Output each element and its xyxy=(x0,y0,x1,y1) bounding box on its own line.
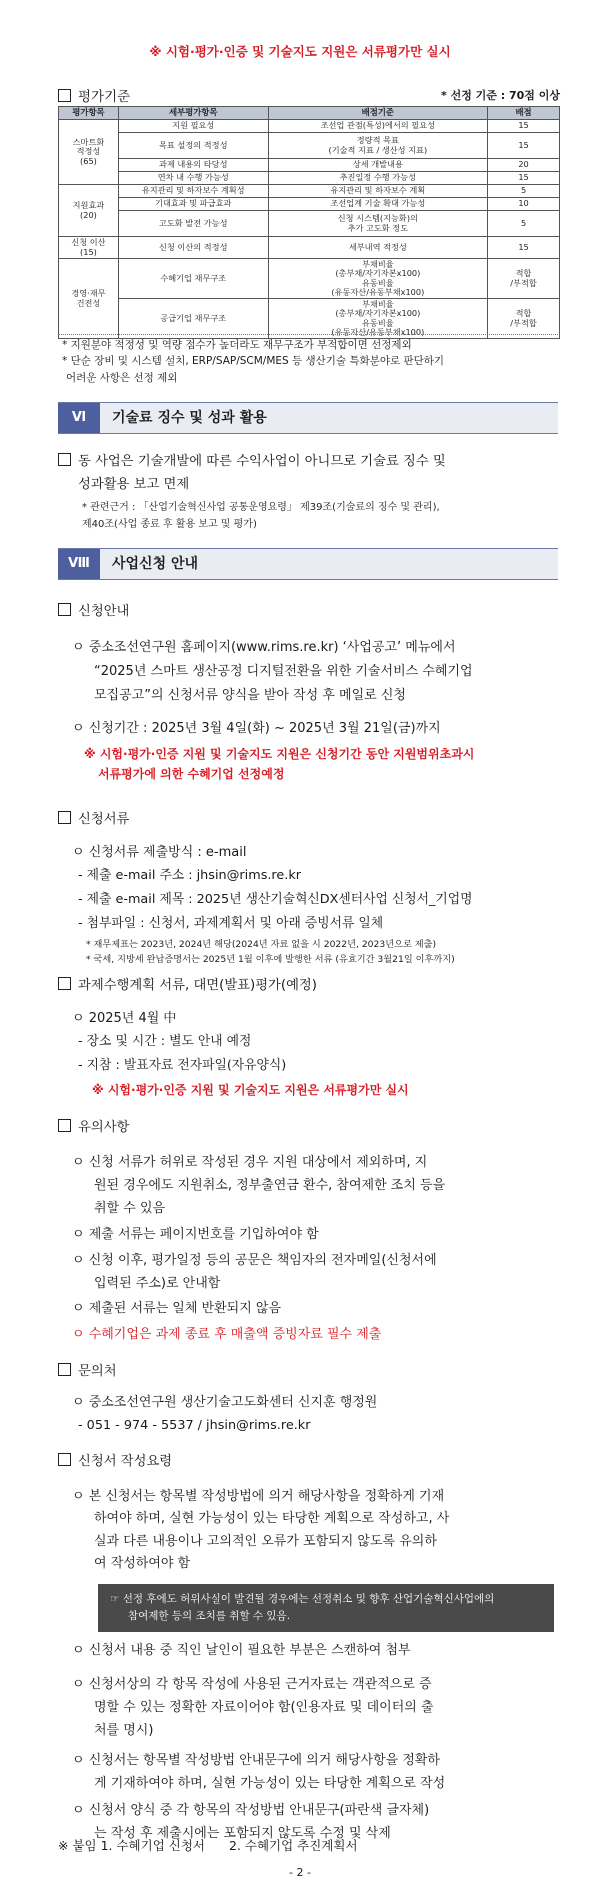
table-cell: 부채비율 (총부채/자기자본x100) 유동비율 (유동자산/유동부채x100) xyxy=(268,299,488,339)
docs-note: * 재무제표는 2023년, 2024년 해당(2024년 자료 없을 시 2022년, 2023년으로 제출) xyxy=(86,939,437,950)
table-cell: 10 xyxy=(488,198,560,211)
table-cell: 수혜기업 재무구조 xyxy=(118,259,268,299)
plan-date: ㅇ 2025년 4월 中 xyxy=(72,1011,177,1026)
table-row xyxy=(59,299,560,339)
table-cell: 조선업계 기술 확대 가능성 xyxy=(268,198,488,211)
docs-attachments: - 첨부파일 : 신청서, 과제계획서 및 아래 증빙서류 일체 xyxy=(78,916,384,931)
table-cell: 유지관리 및 하자보수 계획 xyxy=(268,185,488,198)
group-cell: 지원효과 (20) xyxy=(59,185,119,237)
checkbox-square-icon xyxy=(58,89,71,102)
caution-item-1: ㅇ 신청 서류가 허위로 작성된 경우 지원 대상에서 제외하며, 지 원된 경우에도 지원취소, 정부출연금 환수, 참여제한 조치 등을 취할 수 있음 xyxy=(72,1155,446,1216)
table-cell: 목표 설정의 적정성 xyxy=(118,133,268,159)
table-cell: 상세 개발내용 xyxy=(268,159,488,172)
table-row xyxy=(59,159,560,172)
table-row xyxy=(59,185,560,198)
section-6-reference: * 관련근거 : 「산업기술혁신사업 공통운영요령」 제39조(기술료의 징수 및 관리), 제40조(사업 종료 후 활용 보고 및 평가) xyxy=(82,502,440,530)
note-line: * 지원분야 적정성 및 역량 점수가 높더라도 재무구조가 부적합이면 선정제외 xyxy=(62,339,412,351)
table-row xyxy=(59,237,560,259)
table-cell: 15 xyxy=(488,133,560,159)
table-cell: 추진일정 수행 가능성 xyxy=(268,172,488,185)
application-period: ㅇ 신청기간 : 2025년 3월 4일(화) ~ 2025년 3월 21일(금)까지 xyxy=(72,721,441,736)
howto-item-4: ㅇ 신청서는 항목별 작성방법 안내문구에 의거 해당사항을 정확하 게 기재하여야 하며, 실현 가능성이 있는 타당한 계획으로 작성 xyxy=(72,1753,446,1791)
table-cell: 신청 시스템(지능화)의 추가 고도화 정도 xyxy=(268,211,488,237)
checkbox-square-icon xyxy=(58,1363,71,1376)
contact-info: - 051 - 974 - 5537 / jhsin@rims.re.kr xyxy=(78,1418,311,1433)
howto-item-5: ㅇ 신청서 양식 중 각 항목의 작성방법 안내문구(파란색 글자체) 는 작성 후 제출시에는 포함되지 않도록 수정 및 삭제 xyxy=(72,1803,430,1841)
table-cell: 과제 내용의 타당성 xyxy=(118,159,268,172)
table-cell: 공급기업 재무구조 xyxy=(118,299,268,339)
table-cell: 5 xyxy=(488,185,560,198)
evaluation-heading: 평가기준 * 선정 기준 : 70점 이상 xyxy=(58,85,560,105)
docs-method: ㅇ 신청서류 제출방식 : e-mail xyxy=(72,845,247,860)
attachment-item: ※ 붙임 1. 수혜기업 신청서 xyxy=(58,1838,205,1853)
top-notice-banner: ※ 시험·평가·인증 및 기술지도 지원은 서류평가만 실시 xyxy=(149,44,451,59)
checkbox-square-icon xyxy=(58,811,71,824)
contact-org: ㅇ 중소조선연구원 생산기술고도화센터 신지훈 행정원 xyxy=(72,1395,378,1410)
table-cell: 15 xyxy=(488,120,560,133)
section-title: 기술료 징수 및 성과 활용 xyxy=(112,410,267,426)
caution-heading: 유의사항 xyxy=(58,1116,558,1139)
page-number: - 2 - xyxy=(289,1866,311,1879)
table-cell: 5 xyxy=(488,211,560,237)
table-row xyxy=(59,211,560,237)
checkbox-square-icon xyxy=(58,977,71,990)
section-6-body: 동 사업은 기술개발에 따른 수익사업이 아니므로 기술료 징수 및 성과활용 보고 면제 xyxy=(58,450,558,497)
checkbox-square-icon xyxy=(58,453,71,466)
table-cell: 조선업 관점(특성)에서의 필요성 xyxy=(268,120,488,133)
table-row xyxy=(59,120,560,133)
table-cell: 부채비율 (총부채/자기자본x100) 유동비율 (유동자산/유동부채x100) xyxy=(268,259,488,299)
howto-heading: 신청서 작성요령 xyxy=(58,1450,558,1473)
group-cell: 스마트화 적정성 (65) xyxy=(59,120,119,185)
docs-note: * 국세, 지방세 완납증명서는 2025년 1월 이후에 발행한 서류 (유효기간 3월21일 이후까지) xyxy=(86,954,455,965)
docs-email-address: - 제출 e-mail 주소 : jhsin@rims.re.kr xyxy=(78,868,302,883)
howto-item-3: ㅇ 신청서상의 각 항목 작성에 사용된 근거자료는 객관적으로 증 명할 수 있는 정확한 자료이어야 함(인용자료 및 데이터의 출 처를 명시) xyxy=(72,1677,434,1738)
checkbox-square-icon xyxy=(58,1119,71,1132)
docs-email-subject: - 제출 e-mail 제목 : 2025년 생산기술혁신DX센터사업 신청서_기업명 xyxy=(78,892,473,907)
note-line: 어려운 사항은 선정 제외 xyxy=(66,371,178,384)
group-cell: 신청 이산 (15) xyxy=(59,237,119,259)
evaluation-table xyxy=(58,106,560,339)
table-cell: 신청 이산의 적정성 xyxy=(118,237,268,259)
caution-item-5: ㅇ 수혜기업은 과제 종료 후 매출액 증빙자료 필수 제출 xyxy=(72,1327,382,1342)
table-cell: 20 xyxy=(488,159,560,172)
group-cell: 경영·재무 건전성 xyxy=(59,259,119,339)
table-cell: 15 xyxy=(488,172,560,185)
table-cell: 유지관리 및 하자보수 계획성 xyxy=(118,185,268,198)
checkbox-square-icon xyxy=(58,603,71,616)
table-row xyxy=(59,172,560,185)
table-cell: 세부내역 적정성 xyxy=(268,237,488,259)
table-cell: 연차 내 수행 가능성 xyxy=(118,172,268,185)
guide-heading: 신청안내 xyxy=(58,600,558,623)
checkbox-square-icon xyxy=(58,1453,71,1466)
table-row xyxy=(59,133,560,159)
table-cell: 기대효과 및 파급효과 xyxy=(118,198,268,211)
col-header: 배점기준 xyxy=(268,107,488,120)
caution-item-2: ㅇ 제출 서류는 페이지번호를 기입하여야 함 xyxy=(72,1227,319,1242)
table-cell: 정량적 목표 (기술적 지표 / 생산성 지표) xyxy=(268,133,488,159)
table-cell: 적합 /부적합 xyxy=(488,299,560,339)
section-6-header xyxy=(58,402,558,434)
caution-item-3: ㅇ 신청 이후, 평가일정 등의 공문은 책임자의 전자메일(신청서에 입력된 주소)로 안내함 xyxy=(72,1253,437,1291)
warning-callout: ☞ 선정 후에도 허위사실이 발견될 경우에는 선정취소 및 향후 산업기술혁신사업에의 참여제한 등의 조치를 취할 수 있음. xyxy=(98,1584,554,1632)
plan-bring: - 지참 : 발표자료 전자파일(자유양식) xyxy=(78,1058,287,1073)
guide-text: ㅇ 중소조선연구원 홈페이지(www.rims.re.kr) ‘사업공고’ 메뉴에서 “2025년 스마트 생산공정 디지털전환을 위한 기술서비스 수혜기업 모집공고”의 신청서류 양식을 받아 작성 후 메일로 신청 xyxy=(72,640,473,704)
section-number: Ⅵ xyxy=(58,403,100,433)
table-cell: 적합 /부적합 xyxy=(488,259,560,299)
table-row xyxy=(59,259,560,299)
contact-heading: 문의처 xyxy=(58,1360,558,1383)
plan-place: - 장소 및 시간 : 별도 안내 예정 xyxy=(78,1034,252,1049)
attachment-item: 2. 수혜기업 추진계획서 xyxy=(228,1838,358,1853)
section-8-header xyxy=(58,548,558,580)
attachments-list xyxy=(58,1838,558,1854)
howto-item-1: ㅇ 본 신청서는 항목별 작성방법에 의거 해당사항을 정확하게 기재 하여야 하며, 실현 가능성이 있는 타당한 계획으로 작성하고, 사 실과 다른 내용이나 고의적인 오류가 포함되지 않도록 유의하 여 작성하여야 함 xyxy=(72,1489,450,1572)
plan-notice: ※ 시험·평가·인증 지원 및 기술지도 지원은 서류평가만 실시 xyxy=(92,1083,409,1097)
table-row xyxy=(59,198,560,211)
criteria-note: * 선정 기준 : 70점 이상 xyxy=(441,89,560,102)
table-header-row xyxy=(59,107,560,120)
section-number: Ⅷ xyxy=(58,549,100,579)
table-cell: 지원 필요성 xyxy=(118,120,268,133)
evaluation-notes xyxy=(58,334,560,386)
caution-item-4: ㅇ 제출된 서류는 일체 반환되지 않음 xyxy=(72,1301,282,1316)
col-header: 세부평가항목 xyxy=(118,107,268,120)
col-header: 평가항목 xyxy=(59,107,119,120)
plan-heading: 과제수행계획 서류, 대면(발표)평가(예정) xyxy=(58,974,558,997)
col-header: 배점 xyxy=(488,107,560,120)
docs-heading: 신청서류 xyxy=(58,808,558,831)
howto-item-2: ㅇ 신청서 내용 중 직인 날인이 필요한 부분은 스캔하여 첨부 xyxy=(72,1643,411,1658)
note-line: * 단순 장비 및 시스템 설치, ERP/SAP/SCM/MES 등 생산기술 특화분야로 판단하기 xyxy=(62,355,445,368)
table-cell: 고도화 발전 가능성 xyxy=(118,211,268,237)
section-title: 사업신청 안내 xyxy=(112,556,199,572)
table-cell: 15 xyxy=(488,237,560,259)
period-notice: ※ 시험·평가·인증 지원 및 기술지도 지원은 신청기간 동안 지원범위초과시 서류평가에 의한 수혜기업 선정예정 xyxy=(84,747,475,782)
